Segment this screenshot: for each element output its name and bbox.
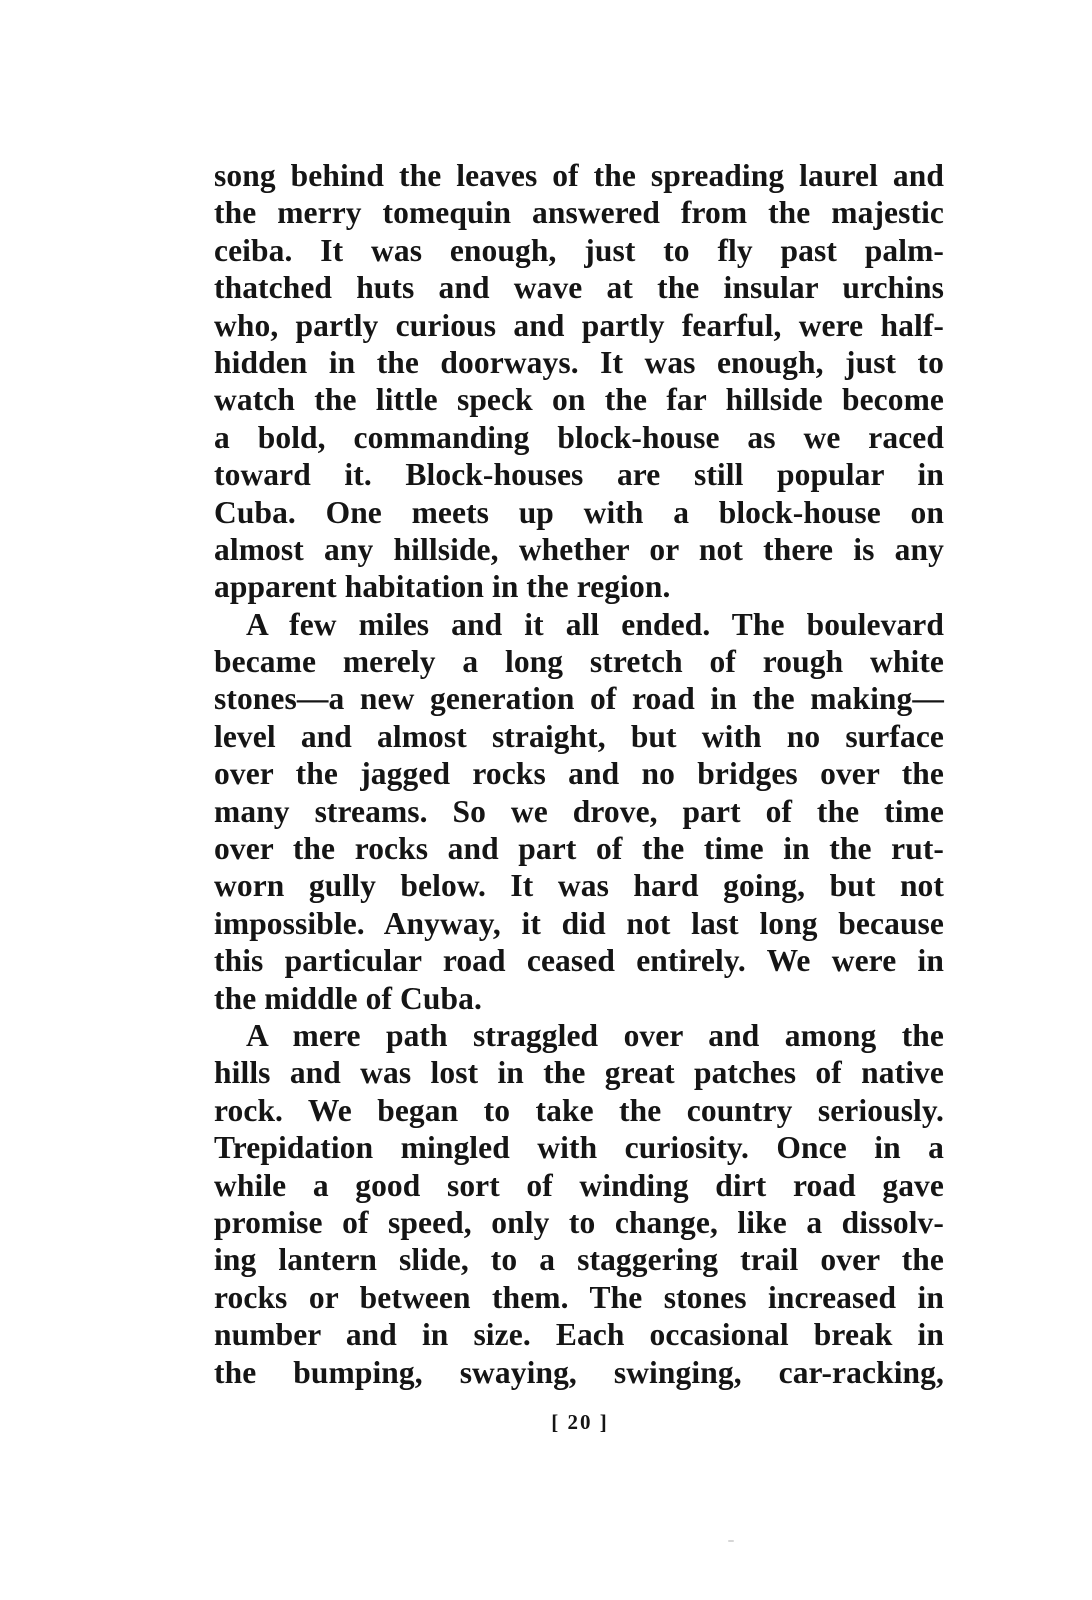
text-line: toward it. Block-houses are still popular in xyxy=(214,457,944,493)
paper-speck xyxy=(728,1540,734,1542)
page-number: [ 20 ] xyxy=(551,1410,609,1434)
text-line: the merry tomequin answered from the majestic xyxy=(214,195,944,231)
text-line: promise of speed, only to change, like a dissolv- xyxy=(214,1204,944,1240)
text-line: the bumping, swaying, swinging, car-racking, xyxy=(214,1354,944,1390)
paragraph-start-line: A mere path straggled over and among the xyxy=(246,1017,944,1053)
body-text xyxy=(214,157,944,1391)
text-line: a bold, commanding block-house as we raced xyxy=(214,419,944,455)
text-line: became merely a long stretch of rough white xyxy=(214,644,944,680)
paragraph-end-line: the middle of Cuba. xyxy=(214,980,482,1016)
text-line: hidden in the doorways. It was enough, just to xyxy=(214,344,944,380)
text-line: level and almost straight, but with no surface xyxy=(214,718,944,754)
paragraph-start-line: A few miles and it all ended. The boulevard xyxy=(246,606,944,642)
text-line: worn gully below. It was hard going, but not xyxy=(214,868,944,904)
text-line: this particular road ceased entirely. We were in xyxy=(214,943,944,979)
text-line: hills and was lost in the great patches of native xyxy=(214,1055,944,1091)
text-line: rocks or between them. The stones increased in xyxy=(214,1279,944,1315)
text-line: who, partly curious and partly fearful, were half- xyxy=(214,307,944,343)
text-line: song behind the leaves of the spreading laurel and xyxy=(214,158,944,193)
text-line: ceiba. It was enough, just to fly past palm- xyxy=(214,232,944,268)
text-line: ing lantern slide, to a staggering trail over the xyxy=(214,1242,944,1278)
text-line: stones—a new generation of road in the making— xyxy=(214,681,944,717)
text-line: watch the little speck on the far hillside become xyxy=(214,382,944,418)
text-line: many streams. So we drove, part of the time xyxy=(214,793,944,829)
text-line: thatched huts and wave at the insular urchins xyxy=(214,270,944,306)
text-line: almost any hillside, whether or not there is any xyxy=(214,531,944,567)
text-line: impossible. Anyway, it did not last long because xyxy=(214,905,944,941)
text-line: while a good sort of winding dirt road gave xyxy=(214,1167,944,1203)
text-line: Trepidation mingled with curiosity. Once in a xyxy=(214,1130,944,1166)
paragraph-end-line: apparent habitation in the region. xyxy=(214,569,671,605)
text-line: Cuba. One meets up with a block-house on xyxy=(214,494,944,530)
text-line: rock. We began to take the country seriously. xyxy=(214,1092,944,1128)
text-line: number and in size. Each occasional break in xyxy=(214,1317,944,1353)
text-line: over the jagged rocks and no bridges over the xyxy=(214,756,944,792)
text-line: over the rocks and part of the time in the rut- xyxy=(214,831,944,867)
